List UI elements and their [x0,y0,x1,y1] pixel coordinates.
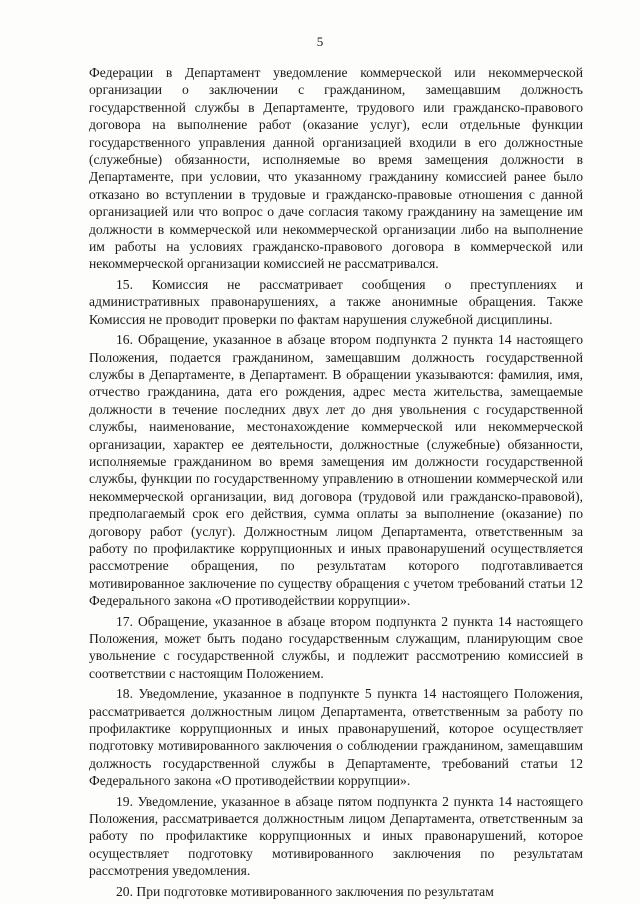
paragraph-continuation: Федерации в Департамент уведомление коммерческой или некоммерческой организации о заключении с гражданином, замещавшим должность государственной службы в Департаменте, трудового или гражданско-правового договора на выполнение работ (оказание услуг), если отдельные функции государственного управления данной организацией входили в его должностные (служебные) обязанности, исполняемые во время замещения должности в Департаменте, при условии, что указанному гражданину комиссией ранее было отказано во вступлении в трудовые и гражданско-правовые отношения с данной организацией или что вопрос о даче согласия такому гражданину на замещение им должности в коммерческой или некоммерческой организации либо на выполнение им работы на условиях гражданско-правового договора в коммерческой или некоммерческой организации комиссией не рассматривался. [89,65,583,272]
paragraph-20: 20. При подготовке мотивированного заключения по результатам [116,883,494,899]
paragraph-17: 17. Обращение, указанное в абзаце втором подпункта 2 пункта 14 настоящего Положения, может быть подано государственным служащим, планирующим свое увольнение с государственной службы, и подлежит рассмотрению комиссией в соответствии с настоящим Положением. [89,613,583,681]
document-body [89,64,583,900]
paragraph-15: 15. Комиссия не рассматривает сообщения о преступлениях и административных правонарушениях, а также анонимные обращения. Также Комиссия не проводит проверки по фактам нарушения служебной дисциплины. [89,276,583,327]
paragraph-19: 19. Уведомление, указанное в абзаце пятом подпункта 2 пункта 14 настоящего Положения, рассматривается должностным лицом Департамента, ответственным за работу по профилактике коррупционных и иных правонарушений, которое осуществляет подготовку мотивированного заключения по результатам рассмотрения уведомления. [89,793,583,879]
paragraph-18: 18. Уведомление, указанное в подпункте 5 пункта 14 настоящего Положения, рассматривается должностным лицом Департамента, ответственным за работу по профилактике коррупционных и иных правонарушений, которое осуществляет подготовку мотивированного заключения о соблюдении гражданином, замещавшим должность государственной службы в Департаменте, требований статьи 12 Федерального закона «О противодействии коррупции». [89,686,583,789]
page-number: 5 [316,34,324,49]
paragraph-16: 16. Обращение, указанное в абзаце втором подпункта 2 пункта 14 настоящего Положения, подается гражданином, замещавшим должность государственной службы в Департаменте, в Департамент. В обращении указываются: фамилия, имя, отчество гражданина, дата его рождения, адрес места жительства, замещаемые должности в течение последних двух лет до дня увольнения с государственной службы, наименование, местонахождение коммерческой или некоммерческой организации, характер ее деятельности, должностные (служебные) обязанности, исполняемые гражданином во время замещения им должности государственной службы, функции по государственному управлению в отношении коммерческой или некоммерческой организации, вид договора (трудовой или гражданско-правовой), предполагаемый срок его действия, сумма оплаты за выполнение (оказание) по договору работ (услуг). Должностным лицом Департамента, ответственным за работу по профилактике коррупционных и иных правонарушений осуществляется рассмотрение обращения, по результатам которого подготавливается мотивированное заключение по существу обращения с учетом требований статьи 12 Федерального закона «О противодействии коррупции». [89,332,583,609]
